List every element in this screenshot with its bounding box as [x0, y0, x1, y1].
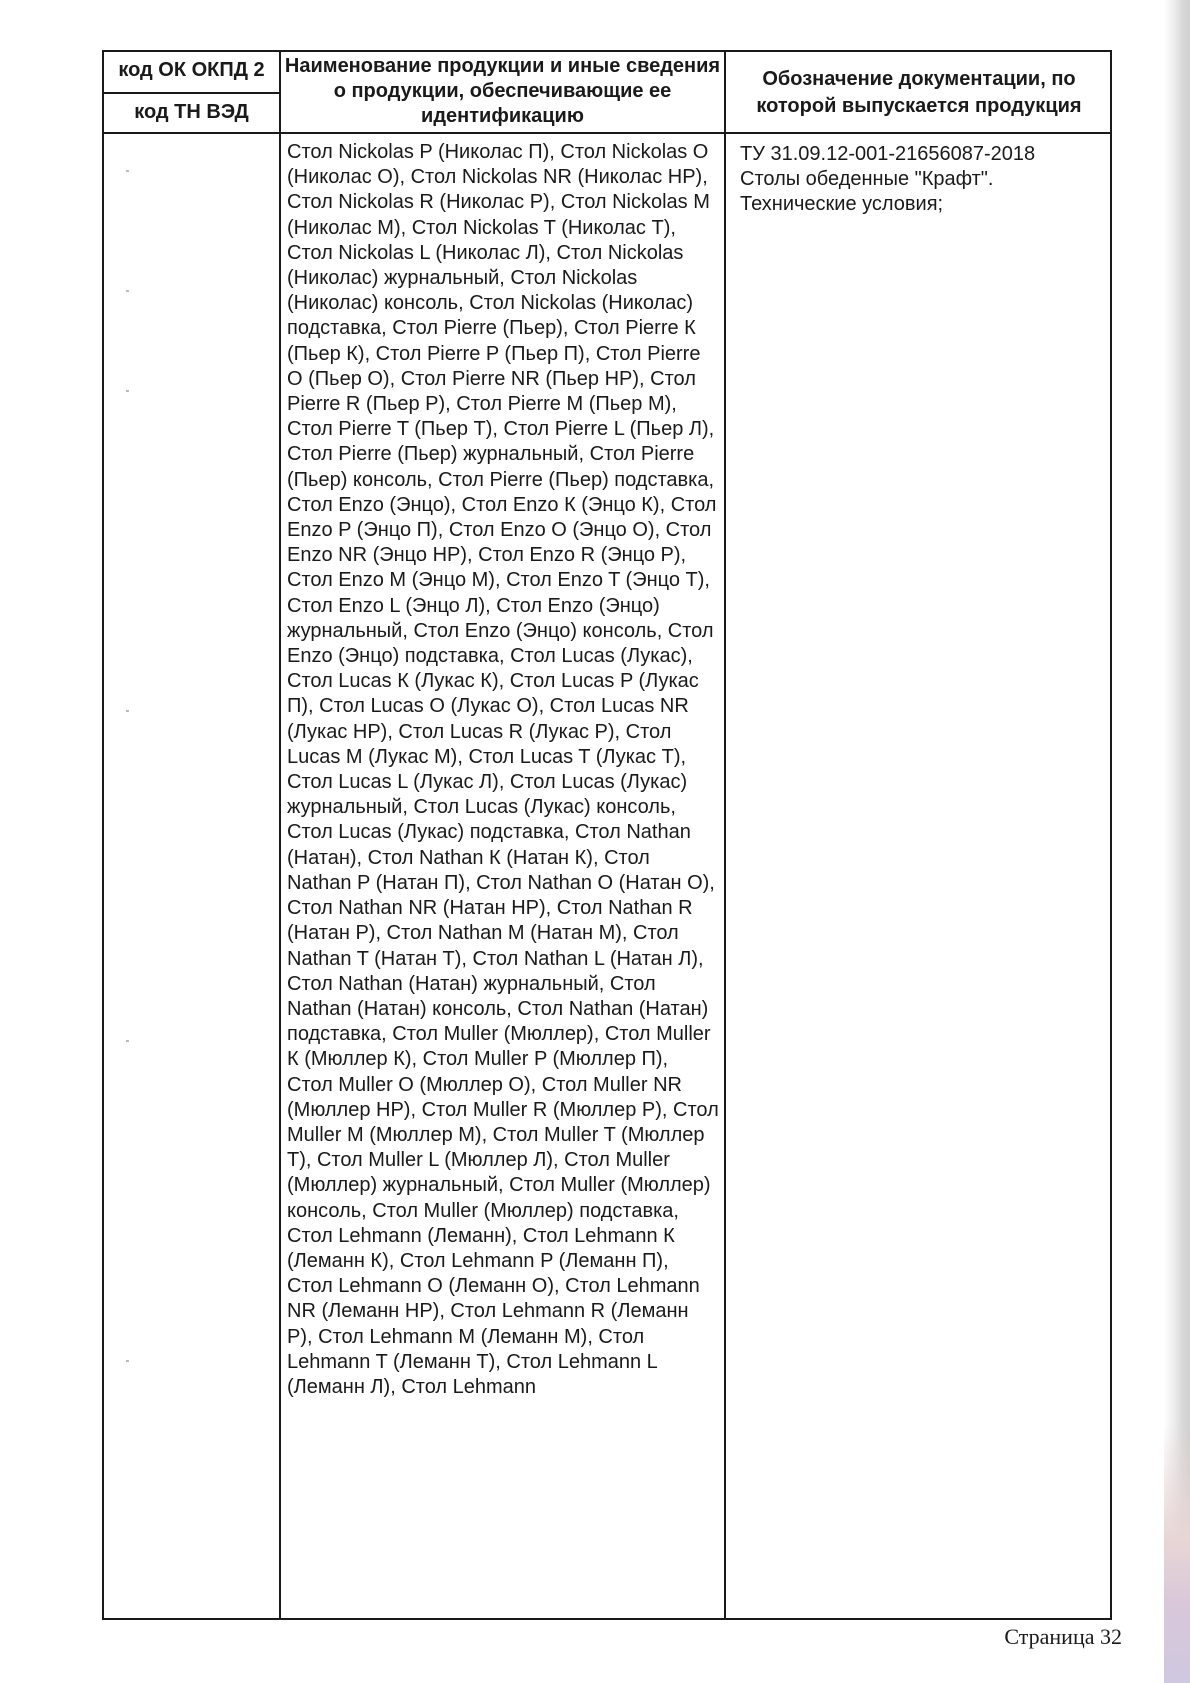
page-number: Страница 32: [1004, 1624, 1122, 1649]
documentation-cell: ТУ 31.09.12-001-21656087-2018 Столы обеденные "Крафт". Технические условия;: [740, 143, 1036, 216]
code-header-divider: [104, 92, 279, 94]
header-product-name: Наименование продукции и иные сведения о продукции, обеспечивающие ее идентификацию: [284, 55, 721, 127]
header-tnved-code: код ТН ВЭД: [134, 101, 249, 123]
scan-shadow-edge-bottom: [1164, 1423, 1190, 1683]
column-divider: [279, 52, 281, 1618]
header-documentation: Обозначение документации, по которой выпускается продукция: [756, 68, 1082, 117]
header-divider: [104, 132, 1110, 134]
product-list-cell: Стол Nickolas P (Николас П), Стол Nickolas O (Николас О), Стол Nickolas NR (Николас НР), Стол Nickolas R (Николас Р), Стол Nickolas M (Николас М), Стол Nickolas T (Николас Т), Стол Nickolas L (Николас Л), Стол Nickolas (Николас) журнальный, Стол Nickolas (Николас) консоль, Стол Nickolas (Николас) подставка, Стол Pierre (Пьер), Стол Pierre К (Пьер К), Стол Pierre P (Пьер П), Стол Pierre O (Пьер О), Стол Pierre NR (Пьер НР), Стол Pierre R (Пьер Р), Стол Pierre M (Пьер М), Стол Pierre T (Пьер Т), Стол Pierre L (Пьер Л), Стол Pierre (Пьер) журнальный, Стол Pierre (Пьер) консоль, Стол Pierre (Пьер) подставка, Стол Enzo (Энцо), Стол Enzo К (Энцо К), Стол Enzo P (Энцо П), Стол Enzo O (Энцо О), Стол Enzo NR (Энцо НР), Стол Enzo R (Энцо Р), Стол Enzo M (Энцо М), Стол Enzo T (Энцо Т), Стол Enzo L (Энцо Л), Стол Enzo (Энцо) журнальный, Стол Enzo (Энцо) консоль, Стол Enzo (Энцо) подставка, Стол Lucas (Лукас), Стол Lucas К (Лукас К), Стол Lucas P (Лукас П), Стол Lucas O (Лукас О), Стол Lucas NR (Лукас НР), Стол Lucas R (Лукас Р), Стол Lucas M (Лукас М), Стол Lucas T (Лукас Т), Стол Lucas L (Лукас Л), Стол Lucas (Лукас) журнальный, Стол Lucas (Лукас) консоль, Стол Lucas (Лукас) подставка, Стол Nathan (Натан), Стол Nathan К (Натан К), Стол Nathan P (Натан П), Стол Nathan O (Натан О), Стол Nathan NR (Натан НР), Стол Nathan R (Натан Р), Стол Nathan M (Натан М), Стол Nathan T (Натан Т), Стол Nathan L (Натан Л), Стол Nathan (Натан) журнальный, Стол Nathan (Натан) консоль, Стол Nathan (Натан) подставка, Стол Muller (Мюллер), Стол Muller К (Мюллер К), Стол Muller P (Мюллер П), Стол Muller O (Мюллер О), Стол Muller NR (Мюллер НР), Стол Muller R (Мюллер Р), Стол Muller M (Мюллер М), Стол Muller T (Мюллер Т), Стол Muller L (Мюллер Л), Стол Muller (Мюллер) журнальный, Стол Muller (Мюллер) консоль, Стол Muller (Мюллер) подставка, Стол Lehmann (Леманн), Стол Lehmann К (Леманн К), Стол Lehmann P (Леманн П), Стол Lehmann O (Леманн О), Стол Lehmann NR (Леманн НР), Стол Lehmann R (Леманн Р), Стол Lehmann M (Леманн М), Стол Lehmann T (Леманн Т), Стол Lehmann L (Леманн Л), Стол Lehmann: [287, 141, 719, 1398]
header-okpd2-code: код ОК ОКПД 2: [118, 59, 265, 81]
column-divider: [724, 52, 726, 1618]
certificate-appendix-table: [102, 50, 1112, 1620]
